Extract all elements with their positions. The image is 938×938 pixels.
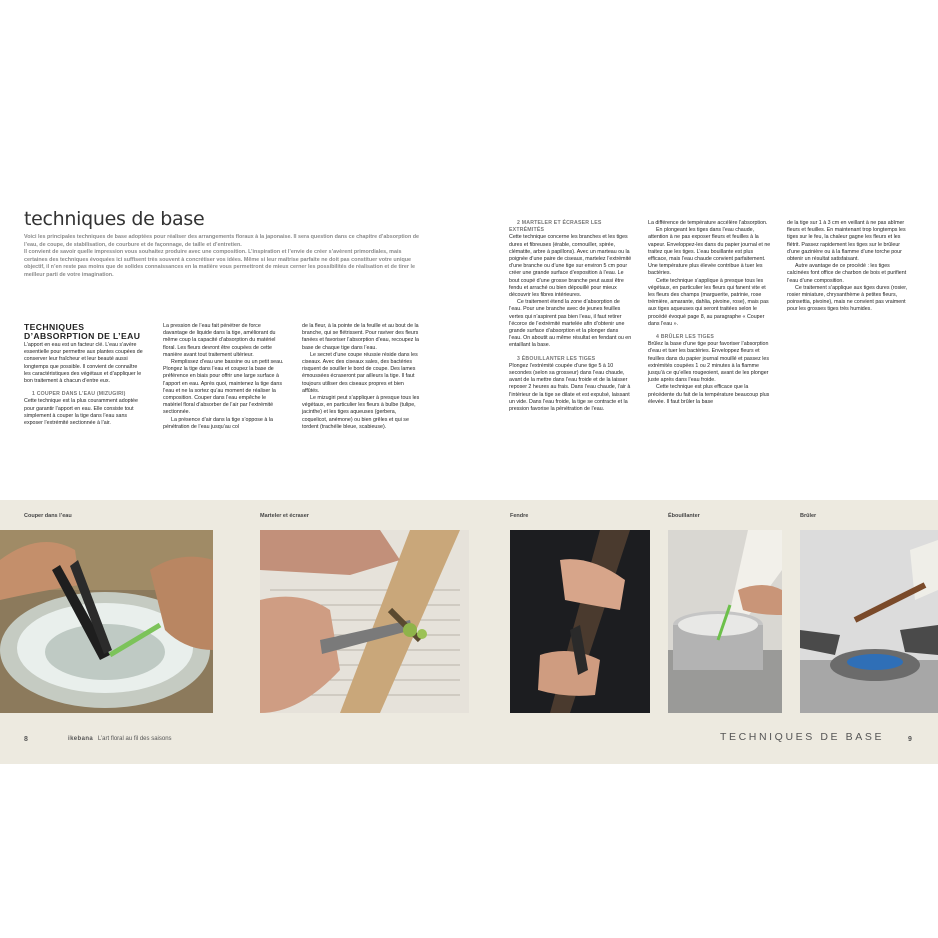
body-paragraph: Cette technique est plus efficace que la précédente du fait de la température beaucoup plus élevée. Il faut brûler la base: [648, 384, 770, 405]
photo-caption: Marteler et écraser: [260, 513, 309, 519]
body-paragraph: Plongez l’extrémité coupée d’une tige 5 à 10 secondes (selon sa grosseur) dans l’eau chaude, avant de la mettre dans l’eau froide et de la laisser reposer 2 heures au frais. Dans l’eau chaude, l’air à l’intérieur de la tige se dilate et est expulsé, laissant un vide. Dans l’eau froide, la tige se contracte et la pression favorise la pénétration de l’eau.: [509, 362, 631, 413]
body-paragraph: Remplissez d’eau une bassine ou un petit seau. Plongez la tige dans l’eau et coupez la base de préférence en biais pour offrir une large surface à l’apport en eau. Après quoi, maintenez la tige dans l’eau et ne la sortez qu’au moment de réaliser la composition. Couper dans l’eau empêche le matériel floral d’absorber de l’air par l’extrémité sectionnée.: [163, 359, 284, 416]
photo-caption: Couper dans l’eau: [24, 513, 72, 519]
body-paragraph: En plongeant les tiges dans l’eau chaude, attention à ne pas exposer fleurs et feuilles à la vapeur. Enveloppez-les dans du papier journal et ne traitez que les tiges. L’eau bouillante est plus efficace, mais l’eau chaude convient parfaitement. Une température plus élevée contribue à tuer les bactéries.: [648, 227, 771, 277]
body-paragraph: Le mizugiri peut s’appliquer à presque tous les végétaux, en particulier les fleurs à bulbe (tulipe, jacinthe) et les tiges aqueuses (gerbera, coquelicot, anémone) ou bien grêles et qui se tordent (trachélie bleue, scabieuse).: [302, 395, 420, 430]
section-heading: TECHNIQUES D’ABSORPTION DE L’EAU: [24, 322, 141, 341]
body-paragraph: Ce traitement s’applique aux tiges dures (rosier, rosier miniature, chrysanthème à petites fleurs, poinsettia, pivoine), mais ne convient pas vraiment pour les grosses tiges très humides.: [787, 284, 908, 313]
brand-name: ikebana: [68, 736, 94, 742]
photo-burning: [800, 530, 938, 713]
photo-illustration: [668, 530, 782, 713]
text-column-4: [509, 220, 632, 413]
photo-caption: Ébouillanter: [668, 513, 700, 519]
body-paragraph: La différence de température accélère l’absorption.: [648, 220, 768, 226]
body-paragraph: de la tige sur 1 à 3 cm en veillant à ne pas abîmer fleurs et feuilles. En maintenant trop longtemps les tiges sur le feu, la chaleur gagne les fleurs et les flétrit. Passez rapidement les tiges sur le brûleur d’une gazinière ou à la flamme d’une torche pour obtenir un résultat satisfaisant.: [787, 220, 906, 263]
photo-illustration: [0, 530, 213, 713]
running-head: TECHNIQUES DE BASE: [720, 731, 885, 743]
intro-text: [24, 234, 424, 280]
body-paragraph: Ce traitement étend la zone d’absorption de l’eau. Pour une branche avec de jeunes feuilles vertes qui n’aspirent pas bien l’eau, il faut retirer l’écorce de l’extrémité martelée afin d’obtenir une grande surface d’absorption et la plonger dans l’eau. On aboutit au même résultat en fendant ou en entaillant la base.: [509, 299, 632, 349]
subheading: 4 BRÛLER LES TIGES: [656, 334, 715, 341]
book-title: [68, 736, 172, 742]
book-subtitle: L’art floral au fil des saisons: [97, 736, 172, 742]
body-paragraph: de la fleur, à la pointe de la feuille et au bout de la branche, qui se flétrissent. Pour raviver des fleurs fanées et favoriser l’absorption d’eau, recoupez la base de chaque tige dans l’eau.: [302, 323, 419, 351]
left-page-number: 8: [24, 736, 28, 743]
body-paragraph: Le secret d’une coupe réussie réside dans les ciseaux. Avec des ciseaux sales, des bactéries risquent de souiller le bord de coupe. Des lames émoussées écraseront par ailleurs la tige. Il faut toujours utiliser des ciseaux propres et bien affûtés.: [302, 351, 418, 394]
subheading: 2 MARTELER ET ÉCRASER LES EXTRÉMITÉS: [509, 220, 602, 234]
body-paragraph: Cette technique concerne les branches et les tiges dures et fibreuses (érable, cornouiller, spirée, clématite, arbre à papillons). Avec un marteau ou la poignée d’une paire de ciseaux, martelez l’extrémité d’une branche ou d’une tige sur environ 5 cm pour créer une grande surface d’exposition à l’eau. Le bout coupé d’une grosse branche peut aussi être fendu et arraché ou bien dépouillé pour mieux découvrir les fibres intérieures.: [509, 234, 632, 299]
body-paragraph: L’apport en eau est un facteur clé. L’eau s’avère essentielle pour permettre aux plantes coupées de conserver leur fraîcheur et leur beauté aussi longtemps que possible. Il convient de connaître les caractéristiques des végétaux et d’appliquer le bon traitement à chacun d’entre eux.: [24, 342, 143, 385]
photo-illustration: [510, 530, 650, 713]
text-column-3: [302, 323, 422, 431]
photo-hammering: [260, 530, 469, 713]
intro-paragraph: Voici les principales techniques de base adoptées pour réaliser des arrangements floraux à la japonaise. Il sera question dans ce chapitre d’absorption de l’eau, de coupe, de stabilisation, de courbure et de façonnage, de taille et d’entretien.: [24, 234, 420, 248]
photo-caption: Brûler: [800, 513, 817, 519]
text-column-5: [648, 220, 772, 406]
photo-splitting: [510, 530, 650, 713]
page-title: techniques de base: [24, 208, 205, 230]
photo-boiling: [668, 530, 782, 713]
photo-illustration: [260, 530, 469, 713]
photo-illustration: [800, 530, 938, 713]
body-paragraph: La présence d’air dans la tige s’oppose à la pénétration de l’eau jusqu’au col: [163, 416, 273, 430]
text-column-6: [787, 220, 909, 314]
intro-paragraph: Il convient de savoir quelle impression vous souhaitez produire avec une composition. L’inspiration et l’envie de créer s’avèrent primordiales, mais certaines des techniques évoquées ici suffisent très souvent à concrétiser vos idées. Même si leur maîtrise parfaite ne doit pas constituer votre unique objectif, il n’en reste pas moins que de solides connaissances en la matière vous permettront de mieux cerner les possibilités de réalisation et de tirer le meilleur parti de votre imagination.: [24, 249, 415, 278]
body-paragraph: La pression de l’eau fait pénétrer de force davantage de liquide dans la tige, améliorant du même coup la capacité d’absorption du matériel floral. Les fleurs devront être coupées de cette manière avant tout traitement ultérieur.: [163, 323, 276, 358]
text-column-1: [24, 323, 144, 427]
subheading: 3 ÉBOUILLANTER LES TIGES: [517, 355, 596, 362]
right-page-number: 9: [908, 736, 912, 743]
body-paragraph: Cette technique s’applique à presque tous les végétaux, en particulier les fleurs qui fanent vite et les fleurs des champs (marguerite, patrinie, rose trémière, amarante, dahlia, pivoine, rose), mais pas aux tiges aqueuses qui seront traitées selon le procédé évoqué page 8, au paragraphe « Couper dans l’eau ».: [648, 277, 769, 327]
body-paragraph: Autre avantage de ce procédé : les tiges calcinées font office de charbon de bois et purifient l’eau d’une composition.: [787, 263, 907, 284]
subheading: 1 COUPER DANS L’EAU (MIZUGIRI): [32, 391, 126, 398]
photo-cutting-in-water: [0, 530, 213, 713]
photo-caption: Fendre: [510, 513, 529, 519]
text-column-2: [163, 323, 285, 431]
body-paragraph: Cette technique est la plus couramment adoptée pour garantir l’apport en eau. Elle consiste tout simplement à couper la tige dans l’eau sans exposer l’extrémité sectionnée à l’air.: [24, 398, 138, 427]
body-paragraph: Brûlez la base d’une tige pour favoriser l’absorption d’eau et tuer les bactéries. Enveloppez fleurs et feuilles dans du papier journal mouillé et passez les extrémités coupées 1 ou 2 minutes à la flamme jusqu’à ce qu’elles rougeoient, avant de les plonger juste après dans l’eau froide.: [648, 341, 770, 384]
